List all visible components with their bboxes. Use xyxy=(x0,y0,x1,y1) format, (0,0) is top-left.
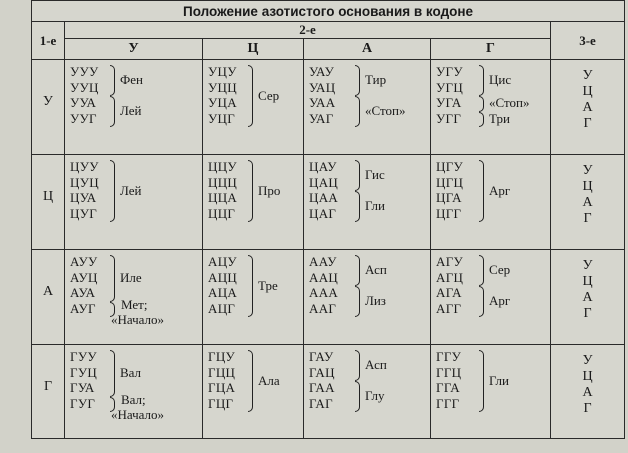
second-base-header: Ц xyxy=(203,39,304,60)
table-body xyxy=(32,60,625,439)
third-base-label: У xyxy=(582,258,593,273)
brace-icon xyxy=(110,96,115,127)
amino-acid-label: Вал xyxy=(120,364,142,380)
codon: ААУ xyxy=(309,254,337,269)
brace-icon xyxy=(355,96,360,127)
codon: УЦУ xyxy=(208,64,237,79)
codon: ГАЦ xyxy=(309,364,335,380)
amino-acid-label: Ала xyxy=(258,372,280,388)
third-base-cell xyxy=(551,155,625,250)
amino-acid-label: Тре xyxy=(258,277,278,293)
codon: АЦГ xyxy=(208,300,236,316)
amino-acid-label: Фен xyxy=(120,72,143,87)
third-base-label: Ц xyxy=(582,84,593,99)
codon: ГУА xyxy=(70,380,95,395)
codon-cell xyxy=(65,60,203,155)
codon: ЦУА xyxy=(70,190,97,205)
first-base-label: Г xyxy=(43,379,53,394)
codon: АЦА xyxy=(208,285,238,300)
codon: АГГ xyxy=(436,300,462,316)
amino-acid-label: Асп xyxy=(365,262,387,277)
third-base-label: А xyxy=(582,385,593,400)
second-base-header: У xyxy=(65,39,203,60)
brace-icon xyxy=(479,286,484,317)
codon: ГАУ xyxy=(309,349,334,364)
brace-icon xyxy=(355,160,360,191)
first-base-label: Ц xyxy=(42,189,54,204)
brace-icon xyxy=(479,112,484,128)
amino-acid-label: Лей xyxy=(120,182,142,198)
third-base-cell xyxy=(551,250,625,345)
third-base-label: Г xyxy=(583,306,592,321)
brace-icon xyxy=(355,286,360,317)
third-base-label: Ц xyxy=(582,179,593,194)
brace-icon xyxy=(479,255,484,286)
brace-icon xyxy=(110,160,115,222)
codon: УУГ xyxy=(70,110,97,126)
amino-acid-label: Гис xyxy=(365,167,385,182)
codon-cell xyxy=(304,250,431,345)
third-base-label: Г xyxy=(583,401,592,416)
third-base-label: Г xyxy=(583,116,592,131)
codon: АГУ xyxy=(436,254,464,269)
amino-acid-label: Сер xyxy=(489,262,511,277)
codon: ЦГА xyxy=(436,190,462,205)
codon-cell xyxy=(65,155,203,250)
amino-acid-label: Глу xyxy=(365,388,385,403)
codon: УАА xyxy=(309,95,336,110)
codon: ЦГГ xyxy=(436,205,462,221)
amino-acid-name: Вал; xyxy=(121,391,146,407)
brace-icon xyxy=(479,350,484,412)
amino-acid-label: Лиз xyxy=(365,293,386,308)
brace-icon xyxy=(248,350,253,412)
brace-icon xyxy=(248,160,253,222)
codon: УАГ xyxy=(309,110,334,126)
third-base-label: У xyxy=(582,163,593,178)
amino-acid-label: Гли xyxy=(365,198,385,213)
codon: АУЦ xyxy=(70,269,98,285)
first-base-cell xyxy=(32,345,65,439)
amino-acid-label: Гли xyxy=(489,372,509,388)
codon: ЦЦГ xyxy=(208,205,236,221)
second-position-header: 2-е xyxy=(65,22,551,39)
table-row xyxy=(32,60,625,155)
codon: АГА xyxy=(436,285,462,300)
second-base-header: А xyxy=(304,39,431,60)
genetic-code-table xyxy=(31,0,625,439)
table-row xyxy=(32,250,625,345)
amino-acid-label xyxy=(111,296,165,327)
third-base-label: У xyxy=(582,68,593,83)
brace-icon xyxy=(355,350,360,381)
codon: ГУГ xyxy=(70,395,96,411)
first-base-label: У xyxy=(43,94,53,109)
codon: ЦУУ xyxy=(70,159,99,174)
brace-icon xyxy=(355,255,360,286)
table-row xyxy=(32,155,625,250)
amino-acid-label: «Стоп» xyxy=(489,95,530,111)
third-position-header: 3-е xyxy=(551,22,625,60)
codon: УУЦ xyxy=(70,79,99,95)
brace-icon xyxy=(248,65,253,127)
codon: ГЦУ xyxy=(208,349,236,364)
second-base-header: Г xyxy=(431,39,551,60)
third-base-label: Ц xyxy=(582,369,593,384)
codon-cell xyxy=(203,345,304,439)
brace-icon xyxy=(110,65,115,96)
codon: УГЦ xyxy=(436,79,464,95)
third-base-cell xyxy=(551,60,625,155)
codon: ГАГ xyxy=(309,395,333,411)
brace-icon xyxy=(355,65,360,96)
codon: ГГА xyxy=(436,380,460,395)
codon: ЦАА xyxy=(309,190,339,205)
codon: УЦГ xyxy=(208,110,236,126)
codon: УЦЦ xyxy=(208,79,237,95)
codon: УЦА xyxy=(208,95,237,110)
third-base-cell xyxy=(551,345,625,439)
codon: АЦЦ xyxy=(208,269,238,285)
codon: ААА xyxy=(309,285,339,300)
first-base-cell xyxy=(32,155,65,250)
codon: ААЦ xyxy=(309,269,339,285)
brace-icon xyxy=(479,65,484,96)
codon-cell xyxy=(65,345,203,439)
codon: ЦАЦ xyxy=(309,174,339,190)
amino-acid-label: Лей xyxy=(120,103,142,118)
codon: ЦЦЦ xyxy=(208,174,238,190)
codon: ГАА xyxy=(309,380,335,395)
amino-acid-label: Сер xyxy=(258,87,280,103)
brace-icon xyxy=(479,96,484,112)
codon: ЦГУ xyxy=(436,159,464,174)
third-base-label: А xyxy=(582,195,593,210)
codon: УАЦ xyxy=(309,79,336,95)
codon: ЦУГ xyxy=(70,205,98,221)
codon: АГЦ xyxy=(436,269,464,285)
codon: АЦУ xyxy=(208,254,237,269)
brace-icon xyxy=(355,191,360,222)
codon: ЦАУ xyxy=(309,159,337,174)
codon: ААГ xyxy=(309,300,337,316)
brace-icon xyxy=(355,381,360,412)
codon: ГУУ xyxy=(70,349,97,364)
third-base-label: Ц xyxy=(582,274,593,289)
first-base-cell xyxy=(32,250,65,345)
brace-icon xyxy=(479,160,484,222)
amino-acid-label: «Стоп» xyxy=(365,103,406,118)
start-signal-label: «Начало» xyxy=(111,406,165,422)
codon-cell xyxy=(65,250,203,345)
amino-acid-label: Тир xyxy=(365,72,387,87)
codon: УУУ xyxy=(70,64,99,79)
third-base-label: У xyxy=(582,353,593,368)
first-base-cell xyxy=(32,60,65,155)
codon-cell xyxy=(203,250,304,345)
codon: УГУ xyxy=(436,64,463,79)
codon: ГГЦ xyxy=(436,364,462,380)
codon: УУА xyxy=(70,95,97,110)
codon: ГЦА xyxy=(208,380,236,395)
third-base-label: А xyxy=(582,290,593,305)
codon: АУГ xyxy=(70,300,96,316)
codon-cell xyxy=(431,60,551,155)
codon: ЦГЦ xyxy=(436,174,464,190)
amino-acid-label: Три xyxy=(489,110,510,126)
amino-acid-label xyxy=(111,391,165,422)
amino-acid-label: Арг xyxy=(489,293,511,308)
codon-cell xyxy=(431,250,551,345)
codon: УГА xyxy=(436,95,462,110)
codon: АУА xyxy=(70,285,96,300)
codon: ГЦЦ xyxy=(208,364,236,380)
codon: ГГУ xyxy=(436,349,462,364)
brace-icon xyxy=(110,350,115,397)
amino-acid-name: Мет; xyxy=(121,296,148,312)
first-position-header: 1-е xyxy=(32,22,65,60)
codon-cell xyxy=(203,60,304,155)
amino-acid-label: Асп xyxy=(365,357,387,372)
codon: ГУЦ xyxy=(70,364,98,380)
codon: ЦЦА xyxy=(208,190,238,205)
codon: ГГГ xyxy=(436,395,460,411)
codon: УГГ xyxy=(436,110,462,126)
brace-icon xyxy=(248,255,253,317)
amino-acid-label: Арг xyxy=(489,182,511,198)
codon-cell xyxy=(304,155,431,250)
codon-cell xyxy=(431,155,551,250)
codon: ЦЦУ xyxy=(208,159,237,174)
codon-cell xyxy=(431,345,551,439)
codon-cell xyxy=(304,345,431,439)
codon: ЦАГ xyxy=(309,205,337,221)
codon: ЦУЦ xyxy=(70,174,99,190)
table-row xyxy=(32,345,625,439)
brace-icon xyxy=(110,255,115,302)
start-signal-label: «Начало» xyxy=(111,311,165,327)
third-base-label: А xyxy=(582,100,593,115)
codon: ГЦГ xyxy=(208,395,234,411)
codon-cell xyxy=(304,60,431,155)
codon: УАУ xyxy=(309,64,335,79)
third-base-label: Г xyxy=(583,211,592,226)
first-base-label: А xyxy=(42,284,54,299)
amino-acid-label: Про xyxy=(258,182,281,198)
amino-acid-label: Цис xyxy=(489,72,512,87)
codon: АУУ xyxy=(70,254,98,269)
table-title: Положение азотистого основания в кодоне xyxy=(32,1,625,22)
codon-cell xyxy=(203,155,304,250)
amino-acid-label: Иле xyxy=(120,269,142,285)
